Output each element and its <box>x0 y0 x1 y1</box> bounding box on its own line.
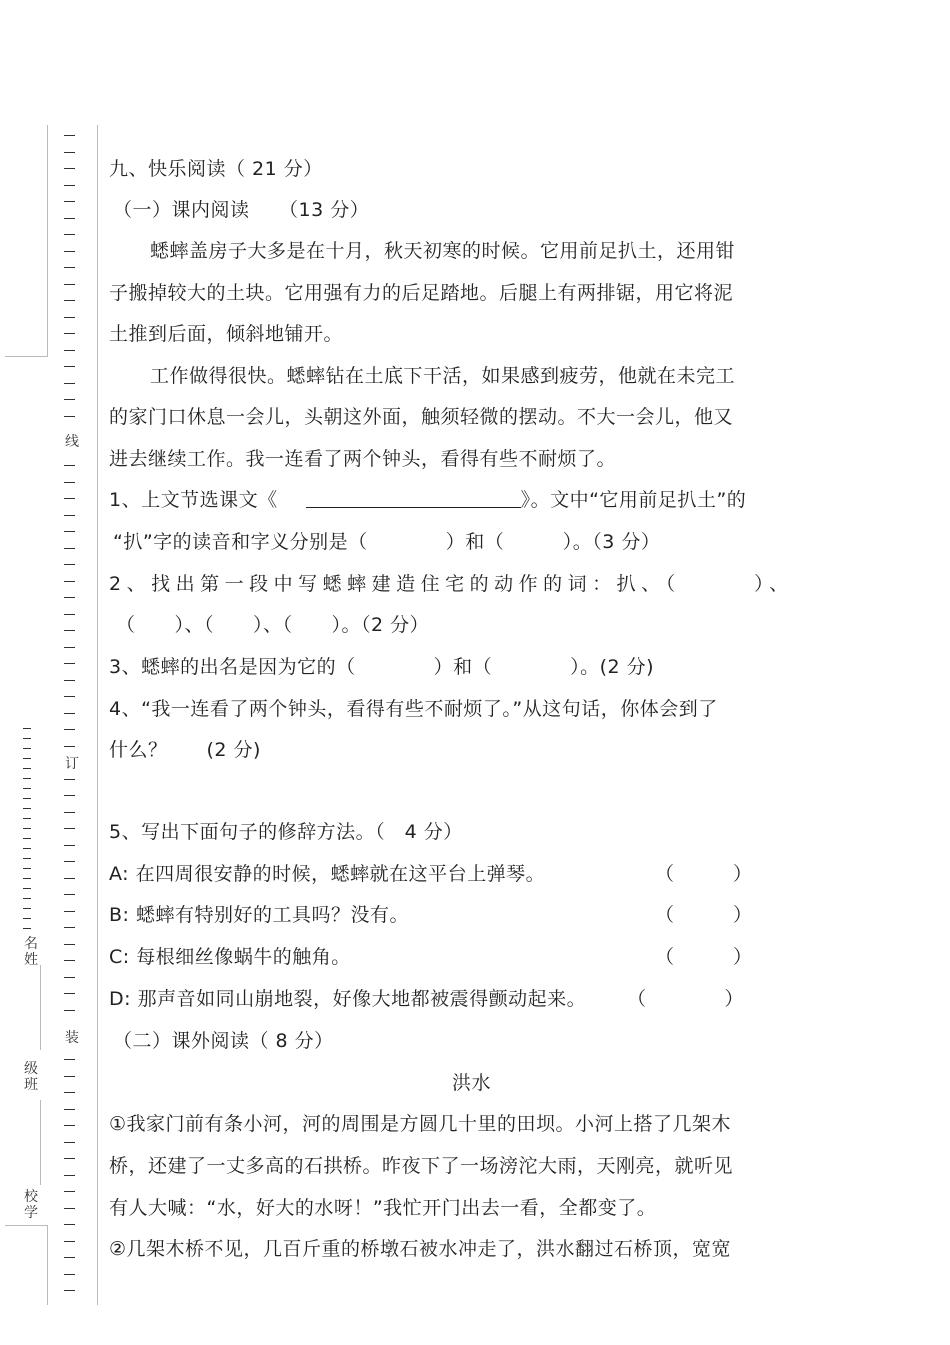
binding-dash <box>64 300 75 301</box>
binding-dash <box>64 564 75 565</box>
margin-rule-outer <box>47 125 48 357</box>
margin-field-ban: 班 <box>24 1077 38 1093</box>
binding-dash <box>64 317 75 318</box>
binding-dash <box>64 729 75 730</box>
story-line: ①我家门前有条小河，河的周围是方圆几十里的田坝。小河上搭了几架木 <box>109 1113 732 1135</box>
binding-dash <box>23 878 31 879</box>
binding-dash <box>64 779 75 780</box>
binding-dash <box>64 696 75 697</box>
margin-rule <box>97 125 98 1305</box>
binding-dash <box>23 758 31 759</box>
binding-dash <box>23 788 31 789</box>
binding-dash <box>23 728 31 729</box>
binding-dash <box>23 848 31 849</box>
binding-dash <box>64 333 75 334</box>
binding-dash <box>64 894 75 895</box>
binding-dash <box>64 498 75 499</box>
binding-dash <box>23 828 31 829</box>
part1-title: （一）课内阅读 （13 分） <box>113 199 370 221</box>
binding-dash <box>64 845 75 846</box>
binding-dash <box>64 548 75 549</box>
binding-dash <box>64 713 75 714</box>
binding-dash <box>64 201 75 202</box>
binding-dash <box>64 878 75 879</box>
binding-dash <box>64 135 75 136</box>
binding-dash <box>23 888 31 889</box>
margin-rule-outer <box>47 1225 48 1305</box>
binding-dash <box>64 944 75 945</box>
binding-dash <box>64 597 75 598</box>
binding-dash <box>64 416 75 417</box>
margin-field-ji: 级 <box>24 1061 38 1077</box>
question-1-suffix: 》。文中“它用前足扒土”的 <box>520 489 747 511</box>
binding-dash <box>64 1241 75 1242</box>
q5-item-b: B: 蟋蟀有特别好的工具吗？没有。 <box>109 904 409 926</box>
q5-item-a-paren[interactable]: （ ） <box>655 863 753 885</box>
binding-dash <box>64 1109 75 1110</box>
margin-mark-ding: 订 <box>65 756 79 772</box>
question-2-cont: （ ）、（ ）、（ ）。（2 分） <box>116 614 430 636</box>
binding-dash <box>64 1175 75 1176</box>
binding-dash <box>23 928 31 929</box>
binding-dash <box>64 168 75 169</box>
binding-dash <box>23 898 31 899</box>
binding-dash <box>64 1010 75 1011</box>
binding-dash <box>64 1257 75 1258</box>
binding-dash <box>64 465 75 466</box>
binding-dash <box>23 908 31 909</box>
binding-dash <box>64 251 75 252</box>
margin-rule-h <box>5 1225 48 1226</box>
passage-line: 土推到后面，倾斜地铺开。 <box>109 323 344 345</box>
margin-field-xiao: 校 <box>24 1189 38 1205</box>
binding-dash <box>23 808 31 809</box>
question-3: 3、蟋蟀的出名是因为它的（ ）和（ ）。(2 分) <box>109 656 655 678</box>
name-field-line <box>40 965 41 1050</box>
binding-dash <box>64 581 75 582</box>
binding-dash <box>64 218 75 219</box>
passage-line: 子搬掉较大的土块。它用强有力的后足踏地。后腿上有两排锯，用它将泥 <box>109 282 734 304</box>
binding-dash <box>64 1059 75 1060</box>
binding-dash <box>64 366 75 367</box>
part2-title: （二）课外阅读（ 8 分） <box>113 1030 334 1052</box>
binding-dash <box>64 399 75 400</box>
question-1-cont: “扒”字的读音和字义分别是（ ）和（ ）。（3 分） <box>113 531 661 553</box>
binding-dash <box>64 812 75 813</box>
q5-item-c-paren[interactable]: （ ） <box>655 946 753 968</box>
binding-dash <box>64 1158 75 1159</box>
story-line: 桥，还建了一丈多高的石拱桥。昨夜下了一场滂沱大雨，天刚亮，就听见 <box>109 1155 734 1177</box>
binding-dash <box>64 234 75 235</box>
question-1 <box>109 488 746 512</box>
binding-dash <box>64 284 75 285</box>
section-title: 九、快乐阅读（ 21 分） <box>109 158 323 180</box>
q5-item-b-paren[interactable]: （ ） <box>655 904 753 926</box>
q5-item-d-paren[interactable]: （ ） <box>627 988 745 1010</box>
binding-dash <box>64 1125 75 1126</box>
binding-dash <box>64 861 75 862</box>
binding-dash <box>64 515 75 516</box>
binding-dash <box>64 746 75 747</box>
binding-dash <box>64 630 75 631</box>
class-field-line <box>40 1100 41 1185</box>
story-line: 有人大喊：“水，好大的水呀！”我忙开门出去一看，全都变了。 <box>109 1197 657 1219</box>
binding-dash <box>64 1224 75 1225</box>
binding-dash <box>64 1274 75 1275</box>
question-1-blank[interactable] <box>306 489 521 508</box>
question-2: 2、找出第一段中写蟋蟀建造住宅的动作的词：扒、（ ）、 <box>109 573 794 595</box>
binding-dash <box>64 1208 75 1209</box>
binding-dash <box>23 778 31 779</box>
binding-dash <box>64 960 75 961</box>
binding-dash <box>64 531 75 532</box>
binding-dash <box>64 1290 75 1291</box>
binding-dash <box>64 383 75 384</box>
binding-dash <box>64 152 75 153</box>
margin-mark-zhuang: 装 <box>65 1030 79 1046</box>
binding-dash <box>64 647 75 648</box>
binding-dash <box>64 350 75 351</box>
binding-dash <box>23 918 31 919</box>
binding-dash <box>23 798 31 799</box>
passage-line: 的家门口休息一会儿，头朝这外面，触须轻微的摆动。不大一会儿，他又 <box>109 406 734 428</box>
binding-dash <box>64 1092 75 1093</box>
q5-item-d: D: 那声音如同山崩地裂，好像大地都被震得颤动起来。 <box>109 988 587 1010</box>
binding-dash <box>64 1191 75 1192</box>
passage-line: 蟋蟀盖房子大多是在十月，秋天初寒的时候。它用前足扒土，还用钳 <box>150 240 736 262</box>
question-4: 4、“我一连看了两个钟头，看得有些不耐烦了。”从这句话，你体会到了 <box>109 698 718 720</box>
binding-dash <box>64 1142 75 1143</box>
binding-dash <box>64 482 75 483</box>
passage-line: 工作做得很快。蟋蟀钻在土底下干活，如果感到疲劳，他就在未完工 <box>150 365 736 387</box>
binding-dash <box>23 868 31 869</box>
story-line: ②几架木桥不见，几百斤重的桥墩石被水冲走了，洪水翻过石桥顶，宽宽 <box>109 1238 732 1260</box>
binding-dash <box>23 738 31 739</box>
binding-dash <box>64 267 75 268</box>
binding-dash <box>64 795 75 796</box>
passage-line: 进去继续工作。我一连看了两个钟头，看得有些不耐烦了。 <box>109 448 617 470</box>
binding-dash <box>64 680 75 681</box>
binding-dash <box>64 828 75 829</box>
binding-dash <box>23 838 31 839</box>
binding-dash <box>23 748 31 749</box>
binding-dash <box>64 977 75 978</box>
question-1-prefix: 1、上文节选课文《 <box>109 489 278 511</box>
binding-dash <box>64 993 75 994</box>
margin-field-xue: 学 <box>24 1205 38 1221</box>
question-5: 5、写出下面句子的修辞方法。（ 4 分） <box>109 821 463 843</box>
q5-item-c: C: 每根细丝像蜗牛的触角。 <box>109 946 351 968</box>
binding-dash <box>23 818 31 819</box>
binding-dash <box>64 1076 75 1077</box>
margin-rule-h <box>5 356 48 357</box>
binding-dash <box>23 768 31 769</box>
binding-dash <box>64 927 75 928</box>
q5-item-a: A: 在四周很安静的时候，蟋蟀就在这平台上弹琴。 <box>109 863 546 885</box>
question-4-cont: 什么？ (2 分) <box>109 739 261 761</box>
binding-dash <box>64 185 75 186</box>
margin-field-ming: 名 <box>24 936 38 952</box>
story-title: 洪水 <box>452 1072 492 1094</box>
binding-dash <box>64 663 75 664</box>
binding-dash <box>23 858 31 859</box>
binding-dash <box>64 614 75 615</box>
margin-field-xing: 姓 <box>24 952 38 968</box>
binding-dash <box>64 911 75 912</box>
margin-mark-xian: 线 <box>65 434 79 450</box>
